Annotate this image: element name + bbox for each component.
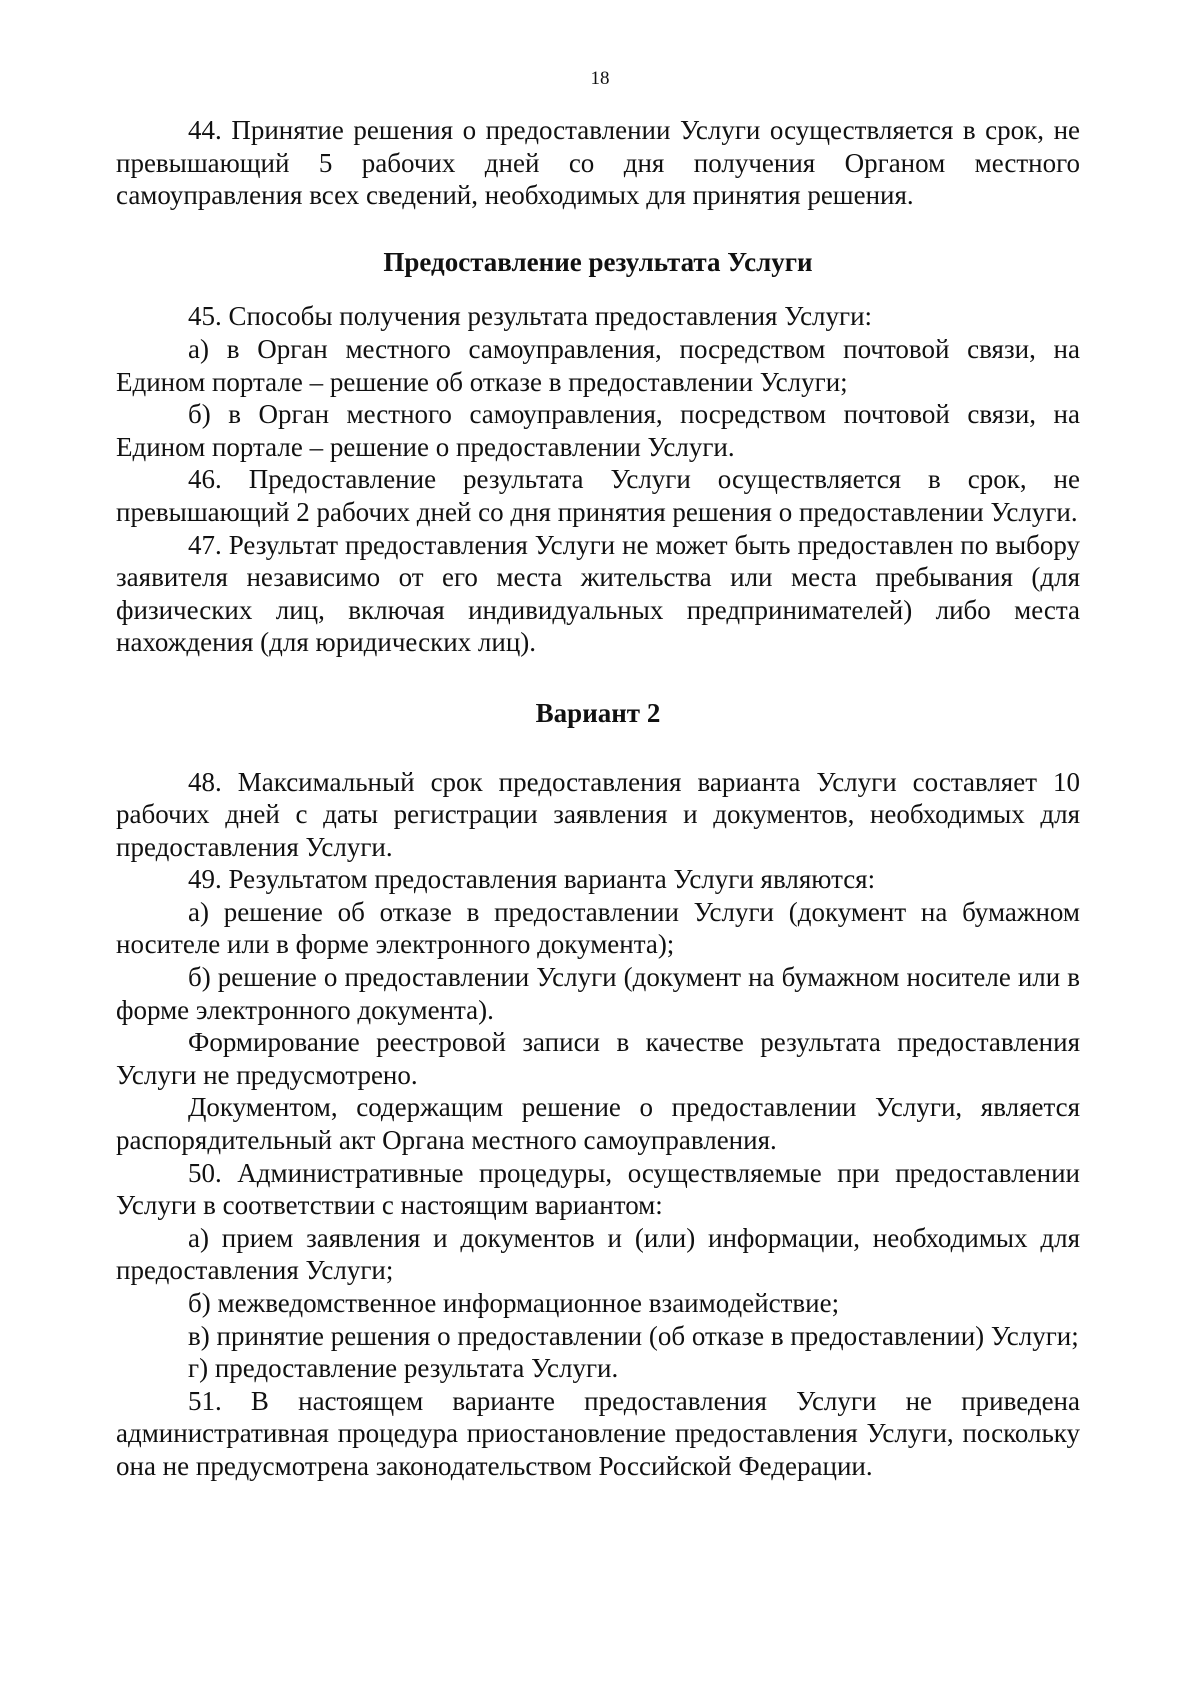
section-heading-result: Предоставление результата Услуги [383,246,813,277]
section-heading-variant-2: Вариант 2 [535,697,661,728]
paragraph-50d: г) предоставление результата Услуги. [188,1353,619,1384]
paragraph-45: 45. Способы получения результата предоставления Услуги: [188,301,873,332]
paragraph-51: 51. В настоящем варианте предоставления Услуги не приведена административная процедура приостановление предоставления Услуги, поскольку она не предусмотрена законодательством Российской Федерации. [116,1385,1080,1481]
paragraph-50a: а) прием заявления и документов и (или) информации, необходимых для предоставления Услуги; [116,1222,1080,1286]
page-number: 18 [590,68,610,89]
paragraph-49a: а) решение об отказе в предоставлении Услуги (документ на бумажном носителе или в форме электронного документа); [116,896,1080,960]
paragraph-50b: б) межведомственное информационное взаимодействие; [188,1288,840,1318]
paragraph-46: 46. Предоставление результата Услуги осуществляется в срок, не превышающий 2 рабочих дней со дня принятия решения о предоставлении Услуги. [116,464,1080,527]
paragraph-47: 47. Результат предоставления Услуги не может быть предоставлен по выбору заявителя независимо от его места жительства или места пребывания (для физических лиц, включая индивидуальных предпринимателей) либо места нахождения (для юридических лиц). [116,529,1080,658]
paragraph-49b: б) решение о предоставлении Услуги (документ на бумажном носителе или в форме электронного документа). [116,962,1080,1025]
paragraph-49d: Документом, содержащим решение о предоставлении Услуги, является распорядительный акт Органа местного самоуправления. [116,1092,1080,1156]
paragraph-49c: Формирование реестровой записи в качестве результата предоставления Услуги не предусмотрено. [116,1027,1080,1090]
paragraph-45b: б) в Орган местного самоуправления, посредством почтовой связи, на Едином портале – решение о предоставлении Услуги. [116,399,1080,462]
paragraph-45a: а) в Орган местного самоуправления, посредством почтовой связи, на Едином портале – решение об отказе в предоставлении Услуги; [116,333,1080,397]
paragraph-49: 49. Результатом предоставления варианта Услуги являются: [188,864,876,895]
paragraph-50c: в) принятие решения о предоставлении (об отказе в предоставлении) Услуги; [188,1320,1079,1351]
paragraph-50: 50. Административные процедуры, осуществляемые при предоставлении Услуги в соответствии с настоящим вариантом: [116,1157,1080,1221]
paragraph-44: 44. Принятие решения о предоставлении Услуги осуществляется в срок, не превышающий 5 рабочих дней со дня получения Органом местного самоуправления всех сведений, необходимых для принятия решения. [116,115,1080,211]
paragraph-48: 48. Максимальный срок предоставления варианта Услуги составляет 10 рабочих дней с даты регистрации заявления и документов, необходимых для предоставления Услуги. [116,766,1080,862]
document-body [116,114,1080,1483]
